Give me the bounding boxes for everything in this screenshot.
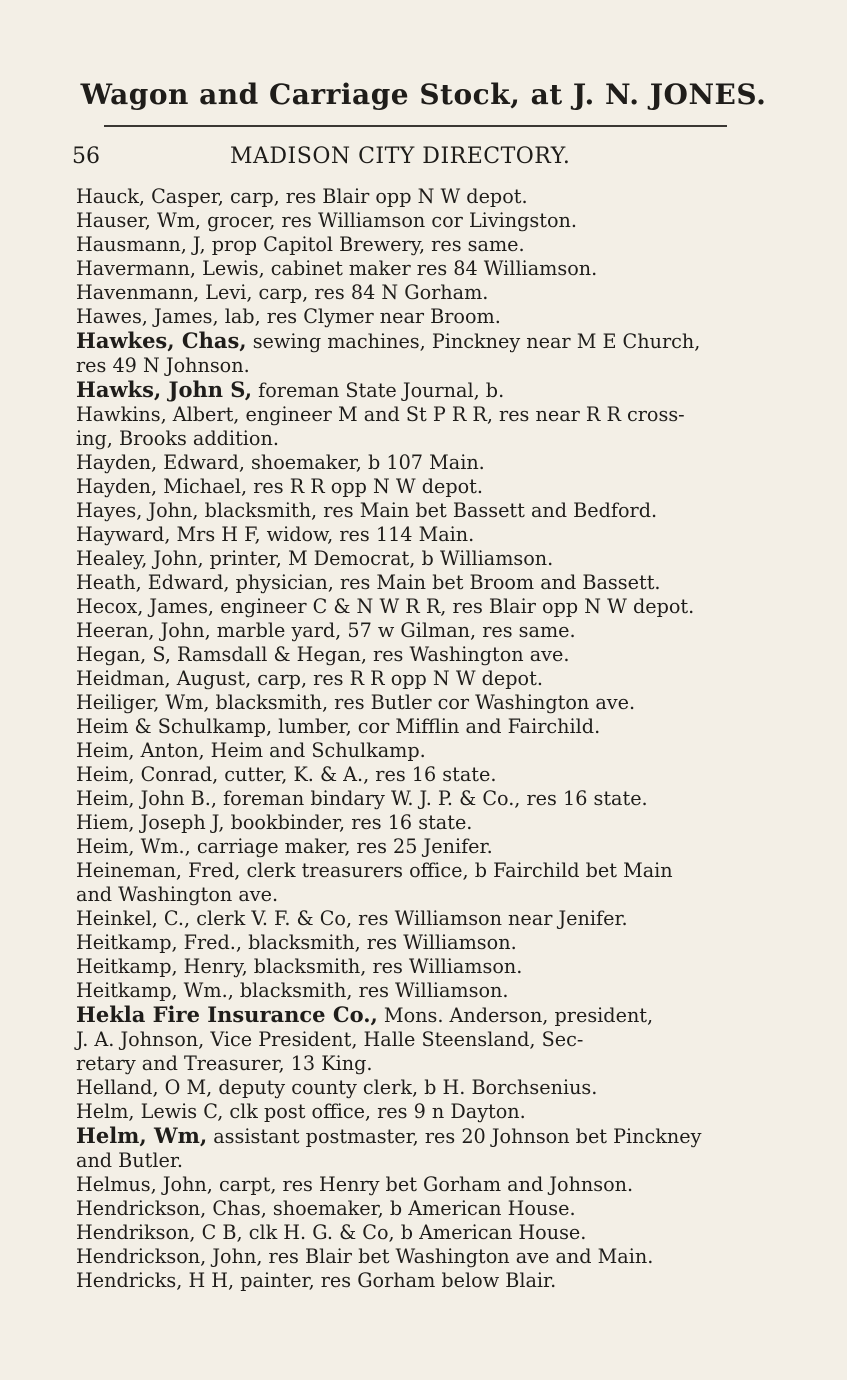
- directory-entry: [76, 667, 776, 691]
- directory-entry: [76, 281, 776, 305]
- entry-text: Hauck, Casper, carp, res Blair opp N W depot.: [76, 185, 528, 208]
- entry-bold-name: Hawkes, Chas,: [76, 328, 247, 353]
- directory-entry: [76, 233, 776, 257]
- directory-entry: [76, 1245, 776, 1269]
- directory-entry: [76, 1124, 776, 1173]
- directory-entry: [76, 811, 776, 835]
- directory-title: MADISON CITY DIRECTORY.: [230, 144, 571, 169]
- header-advertisement: Wagon and Carriage Stock, at J. N. JONES.: [80, 78, 767, 111]
- entry-text: Helmus, John, carpt, res Henry bet Gorham and Johnson.: [76, 1173, 634, 1196]
- directory-entry: [76, 643, 776, 667]
- directory-entry: [76, 715, 776, 739]
- directory-entry: [76, 1221, 776, 1245]
- directory-entry: [76, 475, 776, 499]
- directory-entry: [76, 763, 776, 787]
- directory-entry: [76, 329, 776, 378]
- directory-entry: [76, 257, 776, 281]
- entry-bold-name: Hekla Fire Insurance Co.,: [76, 1002, 378, 1027]
- directory-entries: [76, 185, 776, 1293]
- entry-text: Hecox, James, engineer C & N W R R, res Blair opp N W depot.: [76, 595, 695, 618]
- entry-bold-name: Helm, Wm,: [76, 1123, 208, 1148]
- entry-continuation: retary and Treasurer, 13 King.: [76, 1052, 373, 1075]
- entry-text: Heim, Anton, Heim and Schulkamp.: [76, 739, 426, 762]
- directory-entry: [76, 1269, 776, 1293]
- entry-text: Heim, Conrad, cutter, K. & A., res 16 state.: [76, 763, 497, 786]
- directory-entry: [76, 209, 776, 233]
- directory-entry: [76, 835, 776, 859]
- directory-entry: [76, 1003, 776, 1076]
- header-rule: [104, 125, 727, 127]
- directory-entry: [76, 907, 776, 931]
- entry-text: Heiliger, Wm, blacksmith, res Butler cor Washington ave.: [76, 691, 636, 714]
- entry-text: Hegan, S, Ramsdall & Hegan, res Washington ave.: [76, 643, 570, 666]
- directory-entry: [76, 571, 776, 595]
- entry-bold-name: Hawks, John S,: [76, 377, 253, 402]
- entry-text: Heim, Wm., carriage maker, res 25 Jenifer.: [76, 835, 493, 858]
- entry-text: Healey, John, printer, M Democrat, b Williamson.: [76, 547, 554, 570]
- entry-text: Hayden, Edward, shoemaker, b 107 Main.: [76, 451, 485, 474]
- page-number: 56: [72, 144, 100, 169]
- entry-text: Heineman, Fred, clerk treasurers office, b Fairchild bet Main: [76, 859, 673, 882]
- directory-entry: [76, 1173, 776, 1197]
- directory-entry: [76, 619, 776, 643]
- directory-entry: [76, 378, 776, 403]
- entry-continuation: and Butler.: [76, 1149, 184, 1172]
- directory-entry: [76, 499, 776, 523]
- directory-entry: [76, 979, 776, 1003]
- directory-entry: [76, 691, 776, 715]
- directory-entry: [76, 305, 776, 329]
- directory-entry: [76, 547, 776, 571]
- entry-text: Havenmann, Levi, carp, res 84 N Gorham.: [76, 281, 489, 304]
- entry-continuation: res 49 N Johnson.: [76, 354, 250, 377]
- directory-entry: [76, 185, 776, 209]
- entry-continuation: J. A. Johnson, Vice President, Halle Steensland, Sec-: [76, 1028, 584, 1051]
- directory-entry: [76, 523, 776, 547]
- entry-text: Hendrikson, C B, clk H. G. & Co, b American House.: [76, 1221, 587, 1244]
- entry-continuation: and Washington ave.: [76, 883, 279, 906]
- directory-entry: [76, 787, 776, 811]
- directory-entry: [76, 1100, 776, 1124]
- entry-text: Heeran, John, marble yard, 57 w Gilman, res same.: [76, 619, 576, 642]
- entry-text: Helland, O M, deputy county clerk, b H. Borchsenius.: [76, 1076, 598, 1099]
- entry-text: Heim & Schulkamp, lumber, cor Mifflin and Fairchild.: [76, 715, 601, 738]
- entry-text: Hayden, Michael, res R R opp N W depot.: [76, 475, 483, 498]
- entry-text: Havermann, Lewis, cabinet maker res 84 Williamson.: [76, 257, 598, 280]
- entry-text: Hiem, Joseph J, bookbinder, res 16 state.: [76, 811, 473, 834]
- directory-entry: [76, 739, 776, 763]
- directory-entry: [76, 931, 776, 955]
- entry-text: assistant postmaster, res 20 Johnson bet Pinckney: [207, 1125, 702, 1148]
- entry-text: Heinkel, C., clerk V. F. & Co, res Williamson near Jenifer.: [76, 907, 628, 930]
- running-head: [72, 144, 712, 178]
- directory-entry: [76, 1197, 776, 1221]
- entry-text: Heitkamp, Fred., blacksmith, res Williamson.: [76, 931, 517, 954]
- entry-text: Heidman, August, carp, res R R opp N W depot.: [76, 667, 543, 690]
- entry-text: foreman State Journal, b.: [252, 379, 505, 402]
- entry-text: Hausmann, J, prop Capitol Brewery, res same.: [76, 233, 525, 256]
- directory-entry: [76, 451, 776, 475]
- entry-text: Hendricks, H H, painter, res Gorham below Blair.: [76, 1269, 557, 1292]
- directory-entry: [76, 595, 776, 619]
- entry-text: Heim, John B., foreman bindary W. J. P. & Co., res 16 state.: [76, 787, 648, 810]
- entry-text: Heitkamp, Henry, blacksmith, res Williamson.: [76, 955, 523, 978]
- entry-text: Helm, Lewis C, clk post office, res 9 n Dayton.: [76, 1100, 526, 1123]
- directory-entry: [76, 859, 776, 907]
- directory-entry: [76, 403, 776, 451]
- entry-text: Hauser, Wm, grocer, res Williamson cor Livingston.: [76, 209, 577, 232]
- directory-entry: [76, 955, 776, 979]
- entry-text: Hayward, Mrs H F, widow, res 114 Main.: [76, 523, 475, 546]
- entry-text: Hawes, James, lab, res Clymer near Broom.: [76, 305, 501, 328]
- entry-text: Hendrickson, Chas, shoemaker, b American House.: [76, 1197, 576, 1220]
- entry-text: sewing machines, Pinckney near M E Church,: [246, 330, 701, 353]
- entry-text: Heitkamp, Wm., blacksmith, res Williamson.: [76, 979, 509, 1002]
- entry-text: Heath, Edward, physician, res Main bet Broom and Bassett.: [76, 571, 661, 594]
- entry-continuation: ing, Brooks addition.: [76, 427, 279, 450]
- entry-text: Hendrickson, John, res Blair bet Washington ave and Main.: [76, 1245, 654, 1268]
- directory-entry: [76, 1076, 776, 1100]
- entry-text: Hayes, John, blacksmith, res Main bet Bassett and Bedford.: [76, 499, 658, 522]
- entry-text: Mons. Anderson, president,: [377, 1004, 654, 1027]
- entry-text: Hawkins, Albert, engineer M and St P R R, res near R R cross-: [76, 403, 685, 426]
